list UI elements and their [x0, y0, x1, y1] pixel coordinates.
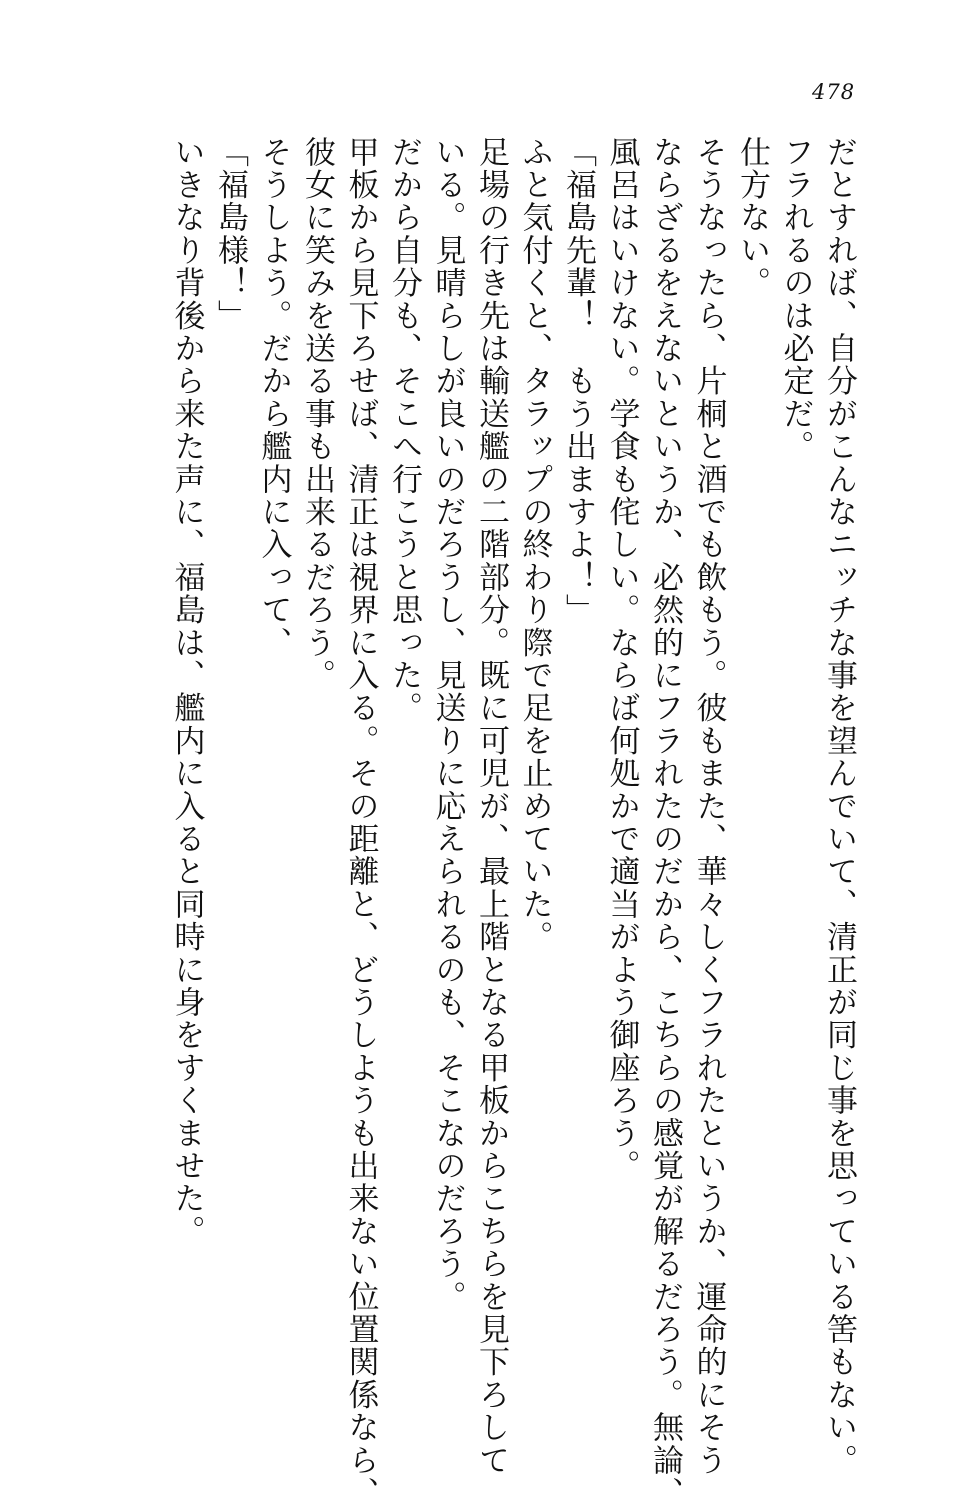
text-line-13: 彼女に笑みを送る事も出来るだろう。	[299, 136, 335, 692]
text-line-9: 足場の行き先は輸送艦の二階部分。既に可児が、最上階となる甲板からこちらを見下ろして	[473, 136, 509, 1477]
text-line-4: そうなったら、片桐と酒でも飲もう。彼もまた、華々しくフラれたというか、運命的にそう	[690, 136, 727, 1477]
text-line-6: 風呂はいけない。学食も侘しい。ならば何処かで適当がよう御座ろう。	[603, 136, 640, 1183]
text-line-11: だから自分も、そこへ行こうと思った。	[386, 136, 422, 725]
text-line-14: そうしよう。だから艦内に入って、	[255, 136, 292, 660]
text-line-10: いる。見晴らしが良いのだろうし、見送りに応えられるのも、そこなのだろう。	[429, 136, 466, 1314]
text-line-16: いきなり背後から来た声に、福島は、艦内に入ると同時に身をすくませた。	[168, 136, 205, 1248]
page-number: 478	[812, 80, 856, 104]
text-line-7: 「福島先輩！ もう出ますよ！」	[560, 136, 596, 627]
text-line-2: フラれるのは必定だ。	[777, 136, 814, 463]
text-line-5: ならざるをえないというか、必然的にフラれたのだから、こちらの感覚が解るだろう。無論、	[647, 136, 683, 1509]
text-line-8: ふと気付くと、タラップの終わり際で足を止めていた。	[516, 136, 553, 954]
text-line-15: 「福島様！」	[212, 136, 248, 333]
text-line-12: 甲板から見下ろせば、清正は視界に入る。その距離と、どうしようも出来ない位置関係なら、	[342, 136, 379, 1509]
text-line-3: 仕方ない。	[734, 136, 770, 300]
text-line-1: だとすれば、自分がこんなニッチな事を望んでいて、清正が同じ事を思っている筈もない。	[821, 136, 857, 1477]
vertical-text-body	[164, 136, 860, 1509]
